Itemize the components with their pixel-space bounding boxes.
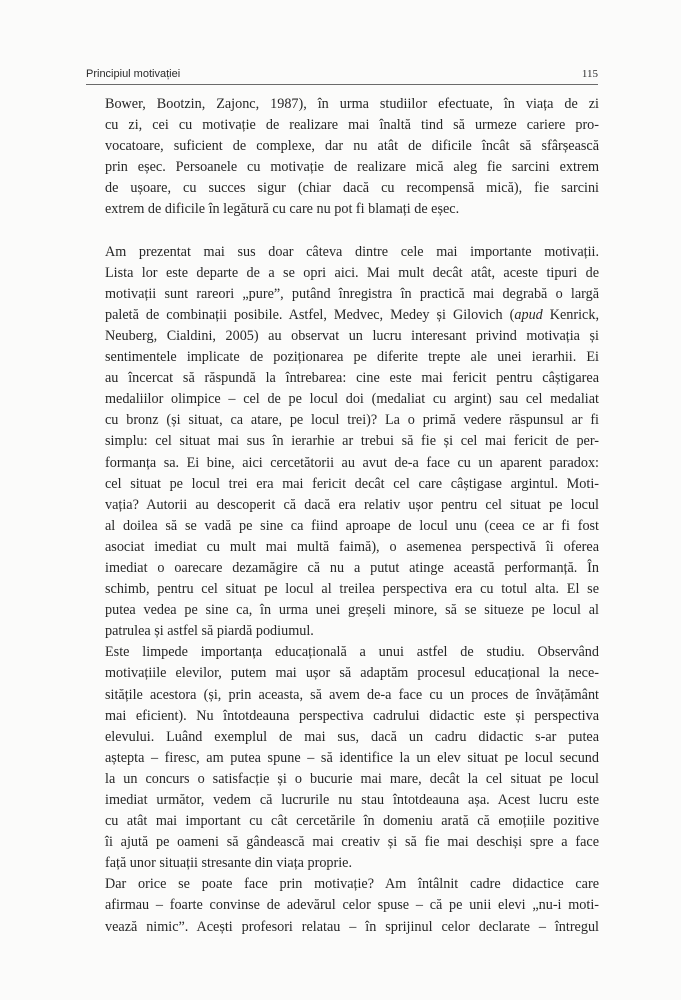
text-line: imediat următor, vedem că lucrurile nu stau întotdeauna așa. Acest lucru este bbox=[105, 792, 599, 808]
text-line: aștepta – firesc, am putea spune – să identifice la un elev situat pe locul secund bbox=[105, 749, 599, 766]
text-line: motivațiile elevilor, putem mai ușor să adaptăm procesul educațional la nece- bbox=[105, 665, 599, 682]
paragraph-3 bbox=[105, 642, 599, 874]
paragraph-4 bbox=[105, 874, 599, 937]
text-line: Dar orice se poate face prin motivație? Am întâlnit cadre didactice care bbox=[105, 876, 599, 893]
text-line: cu zi, cei cu motivație de realizare mai înaltă tind să urmeze cariere pro- bbox=[105, 117, 599, 134]
text-line: mai eficient). Nu întotdeauna perspectiva cadrului didactic este și perspectiva bbox=[105, 707, 599, 724]
text-line: de ușoare, cu succes sigur (chiar dacă cu recompensă mică), fie sarcini bbox=[105, 180, 599, 197]
text-line: sentimentele implicate de poziționarea pe diferite trepte ale unei ierarhii. Ei bbox=[105, 349, 599, 366]
text-line: paletă de combinații posibile. Astfel, Medvec, Medey și Gilovich (apud Kenrick, bbox=[105, 306, 599, 323]
text-line: vocatoare, suficient de complexe, dar nu atât de dificile încât să sfârșească bbox=[105, 138, 599, 155]
running-header bbox=[86, 64, 598, 80]
paragraph-2 bbox=[105, 242, 599, 643]
paragraph-1 bbox=[105, 94, 599, 221]
text-line: schimb, pentru cel situat pe locul al treilea perspectiva era cu totul alta. El se bbox=[105, 581, 599, 598]
text-line: prin eșec. Persoanele cu motivație de realizare mică aleg fie sarcini extrem bbox=[105, 159, 599, 176]
text-line: Este limpede importanța educațională a unui astfel de studiu. Observând bbox=[105, 644, 599, 661]
text-line: cu atât mai important cu cât cercetările în domeniu arată că emoțiile pozitive bbox=[105, 813, 599, 830]
text-line: formanța sa. Ei bine, aici cercetătorii au avut de-a face cu un aparent paradox: bbox=[105, 454, 599, 471]
text-line: Neuberg, Cialdini, 2005) au observat un lucru interesant privind motivația și bbox=[105, 327, 599, 344]
page-body bbox=[105, 94, 599, 938]
text-line: vația? Autorii au descoperit că dacă era relativ ușor pentru cel situat pe locul bbox=[105, 496, 599, 513]
header-rule bbox=[86, 84, 598, 85]
text-line: motivații sunt rareori „pure”, putând înregistra în practică mai degrabă o largă bbox=[105, 285, 599, 302]
chapter-title: Principiul motivației bbox=[86, 68, 181, 80]
text-line: Am prezentat mai sus doar câteva dintre cele mai importante motivații. bbox=[105, 243, 599, 260]
text-line: medaliilor olimpice – cel de pe locul doi (medaliat cu argint) sau cel medaliat bbox=[105, 391, 599, 408]
text-line: Bower, Bootzin, Zajonc, 1987), în urma studiilor efectuate, în viața de zi bbox=[105, 96, 599, 112]
text-line: sitățile acestora (și, prin aceasta, să avem de-a face cu un proces de învățământ bbox=[105, 686, 599, 703]
page-number: 115 bbox=[581, 68, 598, 80]
text-line: Lista lor este departe de a se opri aici. Mai mult decât atât, aceste tipuri de bbox=[105, 264, 599, 281]
text-line: putea vedea pe sine ca, în urma unei greșeli minore, să se situeze pe locul al bbox=[105, 602, 599, 619]
text-line: au încercat să răspundă la întrebarea: cine este mai fericit pentru câștigarea bbox=[105, 370, 599, 387]
paragraph-gap bbox=[105, 221, 599, 242]
text-line: cu bronz (și situat, ca atare, pe locul trei)? La o primă vedere răspunsul ar fi bbox=[105, 412, 599, 429]
text-line: patrulea și astfel să piardă podiumul. bbox=[105, 623, 314, 640]
text-line: afirmau – foarte convinse de adevărul celor spuse – că pe unii elevi „nu-i moti- bbox=[105, 897, 599, 914]
text-line: vează nimic”. Acești profesori relatau – în sprijinul celor declarate – întregul bbox=[105, 918, 599, 935]
text-line: imediat o oarecare dezamăgire că nu a putut atinge această performanță. În bbox=[105, 559, 599, 576]
text-line: îi ajută pe oameni să gândească mai creativ și să fie mai deschiși spre a face bbox=[105, 834, 599, 851]
text-line: al doilea să se vadă pe sine ca fiind aproape de locul unu (ceea ce ar fi fost bbox=[105, 517, 599, 534]
text-line: elevului. Luând exemplul de mai sus, dacă un cadru didactic s-ar putea bbox=[105, 728, 599, 745]
text-line: extrem de dificile în legătură cu care nu pot fi blamați de eșec. bbox=[105, 201, 460, 218]
text-line: față unor situații stresante din viața proprie. bbox=[105, 855, 353, 872]
text-line: asociat imediat cu mult mai multă faimă), o asemenea perspectivă îi oferea bbox=[105, 538, 599, 555]
text-line: cel situat pe locul trei era mai fericit decât cel care câștigase argintul. Moti- bbox=[105, 475, 599, 492]
text-line: la un concurs o satisfacție și o bucurie mai mare, decât la cel situat pe locul bbox=[105, 770, 599, 787]
text-line: simplu: cel situat mai sus în ierarhie ar trebui să fie și cel mai fericit de per- bbox=[105, 433, 599, 450]
